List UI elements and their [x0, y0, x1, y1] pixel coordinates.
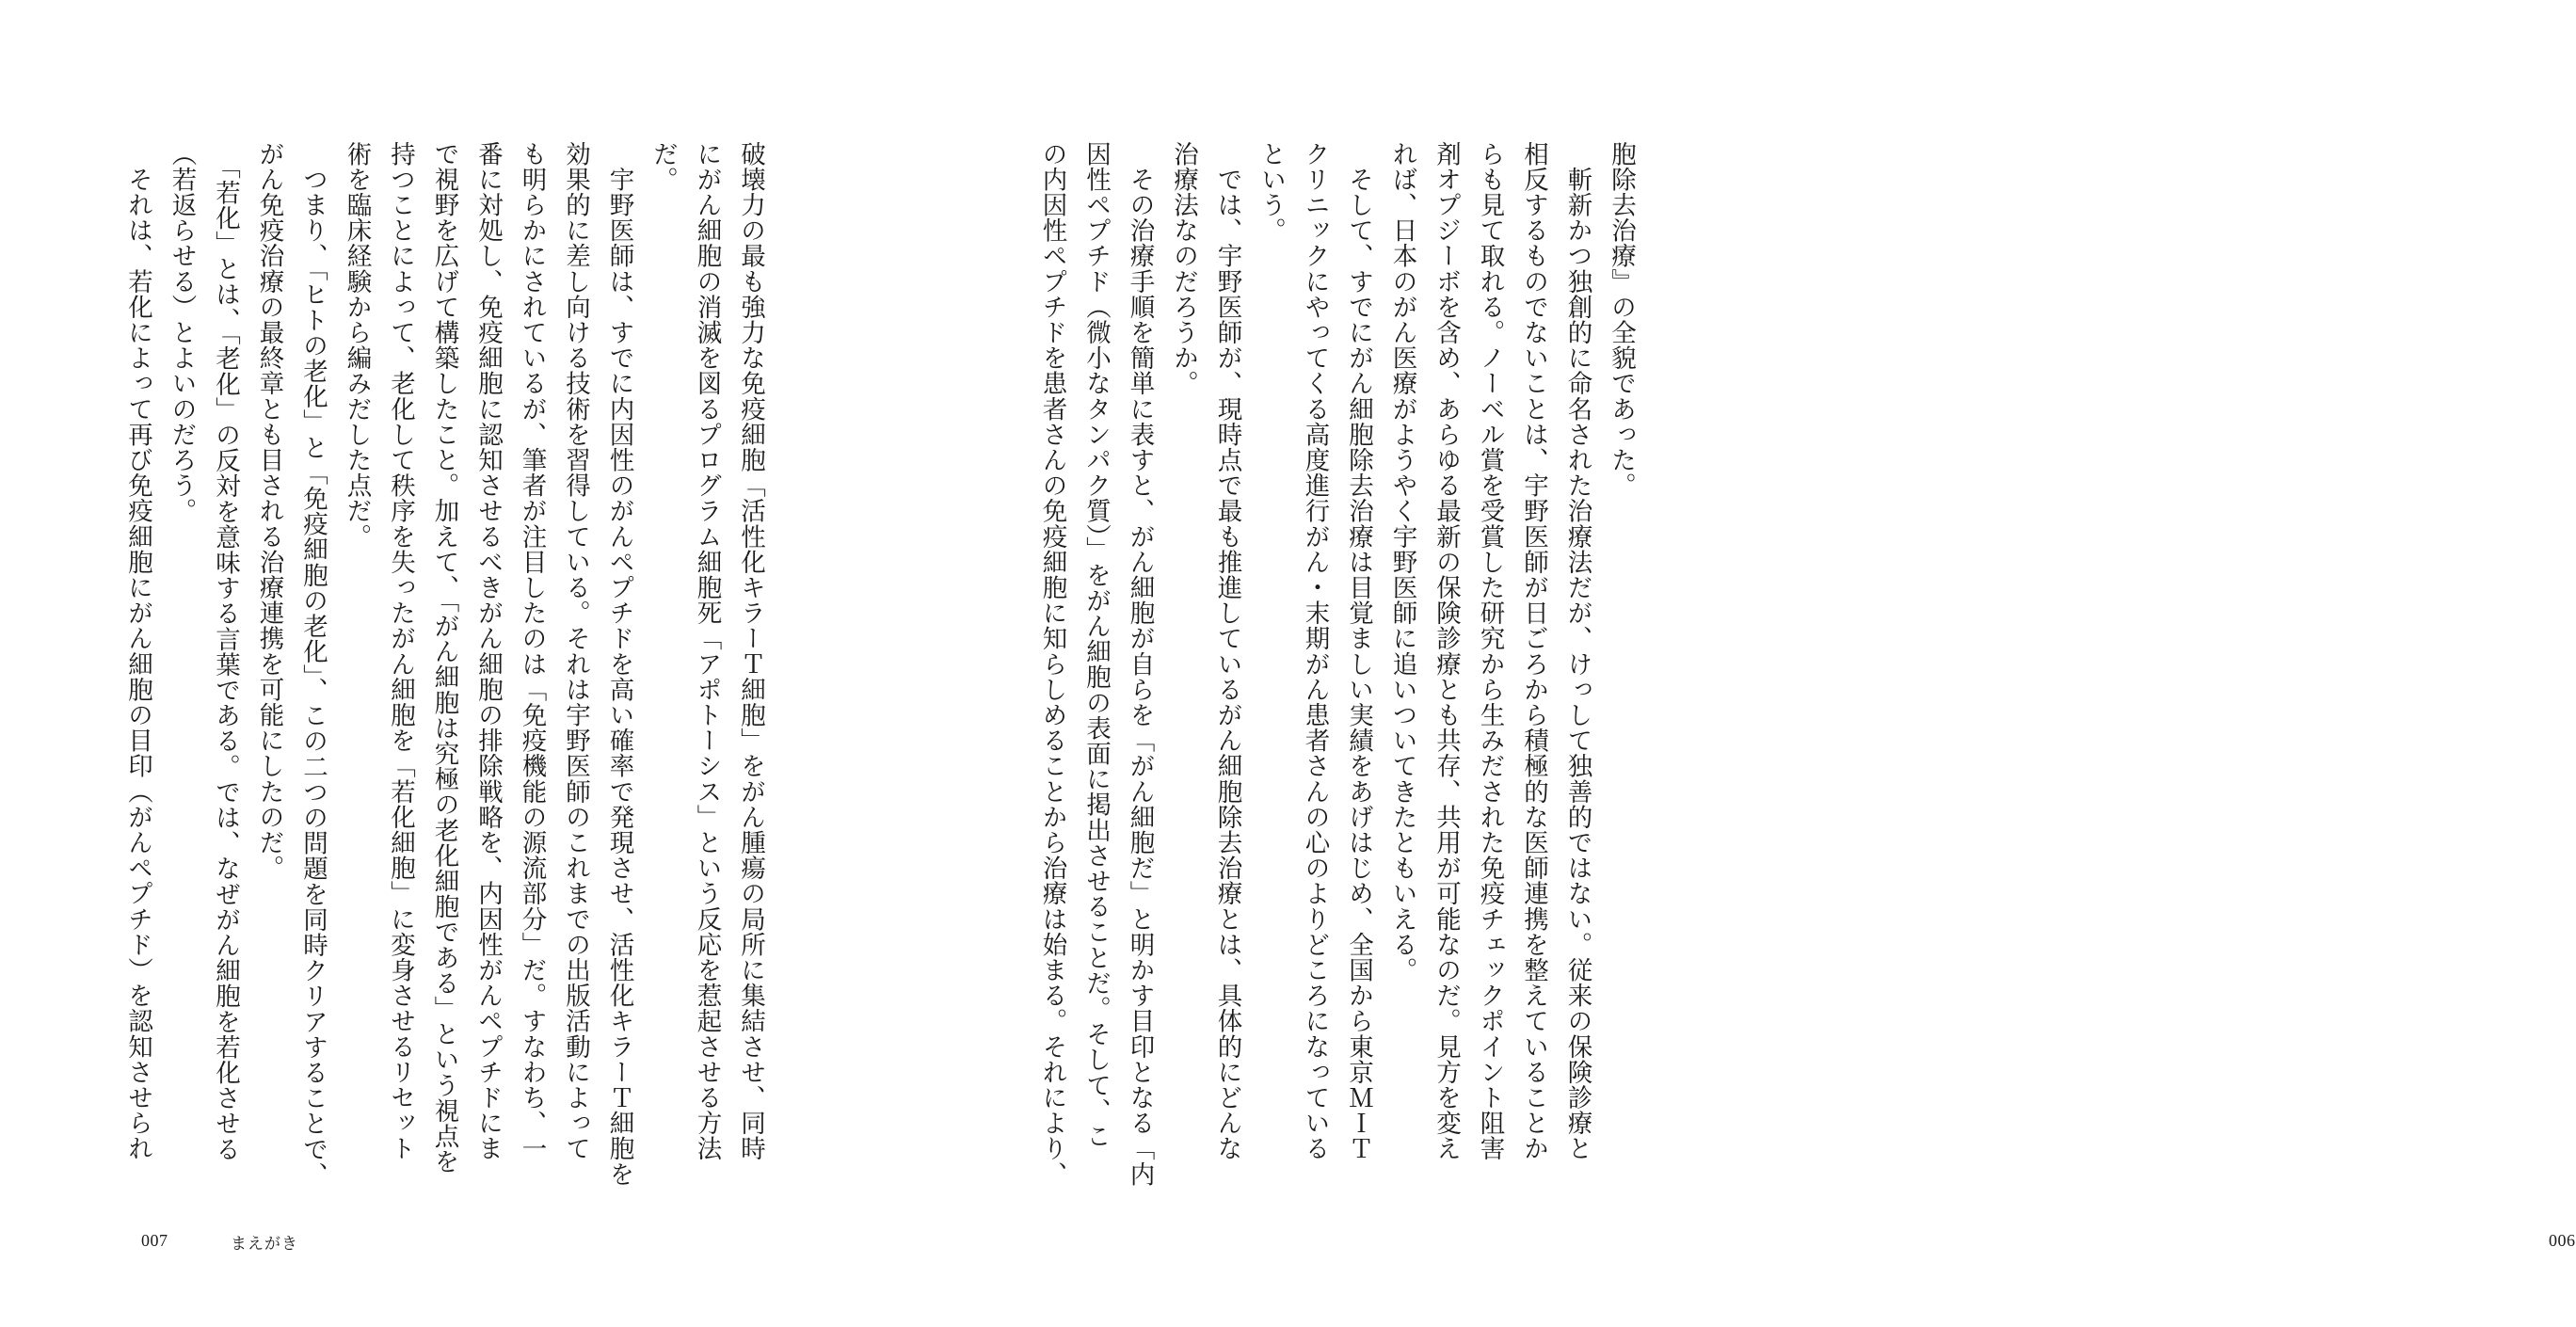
body-line: の内因性ペプチドを患者さんの免疫細胞に知らしめることから治療は始まる。それにより、 — [1037, 141, 1067, 1188]
body-line: 効果的に差し向ける技術を習得している。それは宇野医師のこれまでの出版活動によって — [561, 141, 590, 1161]
left-page-body — [123, 141, 772, 1188]
body-line: も明らかにされているが、筆者が注目したのは「免疫機能の源流部分」だ。すなわち、一 — [517, 141, 547, 1161]
body-line: 治療法なのだろうか。 — [1169, 141, 1198, 396]
body-line: 持つことによって、老化して秩序を失ったがん細胞を「若化細胞」に変身させるリセット — [386, 141, 415, 1161]
page-number: 006 — [2549, 1231, 2576, 1250]
body-line: がん免疫治療の最終章とも目される治療連携を可能にしたのだ。 — [254, 141, 284, 881]
right-page-body — [1037, 141, 1642, 1188]
body-line: らも見て取れる。ノーベル賞を受賞した研究から生みだされた免疫チェックポイント阻害 — [1475, 141, 1505, 1161]
body-line: 斬新かつ独創的に命名された治療法だが、けっして独善的ではない。従来の保険診療と — [1562, 141, 1592, 1161]
body-line: その治療手順を簡単に表すと、がん細胞が自らを「がん細胞だ」と明かす目印となる「内 — [1125, 141, 1155, 1188]
body-line: 宇野医師は、すでに内因性のがんペプチドを高い確率で発現させ、活性化キラーＴ細胞を — [604, 141, 634, 1188]
page-number: 007 — [141, 1231, 168, 1250]
running-head: まえがき — [231, 1235, 298, 1254]
body-line: クリニックにやってくる高度進行がん・末期がん患者さんの心のよりどころになっている — [1300, 141, 1330, 1161]
body-line: にがん細胞の消滅を図るプログラム細胞死「アポトーシス」という反応を惹起させる方法 — [692, 141, 722, 1161]
body-line: 「若化」とは、「老化」の反対を意味する言葉である。では、なぜがん細胞を若化させる — [211, 141, 240, 1162]
body-line: つまり、「ヒトの老化」と「免疫細胞の老化」、この二つの問題を同時クリアすることで、 — [298, 141, 328, 1188]
body-line: では、宇野医師が、現時点で最も推進しているがん細胞除去治療とは、具体的にどんな — [1212, 141, 1242, 1161]
body-line: それは、若化によって再び免疫細胞にがん細胞の目印（がんペプチド）を認知させられ — [123, 141, 152, 1161]
body-line: そして、すでにがん細胞除去治療は目覚ましい実績をあげはじめ、全国から東京ＭＩＴ — [1344, 141, 1373, 1161]
body-line: 因性ペプチド（微小なタンパク質）」をがん細胞の表面に掲出させることだ。そして、こ — [1081, 141, 1111, 1149]
body-line: だ。 — [648, 141, 678, 193]
body-line: 胞除去治療』の全貌であった。 — [1607, 141, 1636, 499]
body-line: という。 — [1256, 141, 1286, 244]
body-line: 相反するものでないことは、宇野医師が日ごろから積極的な医師連携を整えていることか — [1519, 141, 1548, 1161]
body-line: 番に対処し、免疫細胞に認知させるべきがん細胞の排除戦略を、内因性がんペプチドにま — [473, 141, 503, 1161]
body-line: 剤オプジーボを含め、あらゆる最新の保険診療とも共存、共用が可能なのだ。見方を変え — [1432, 141, 1461, 1161]
right-page — [904, 0, 2576, 1327]
body-line: で視野を広げて構築したこと。加えて、「がん細胞は究極の老化細胞である」という視点を — [429, 141, 459, 1175]
body-line: 破壊力の最も強力な免疫細胞「活性化キラーＴ細胞」をがん腫瘍の局所に集結させ、同時 — [736, 141, 765, 1161]
body-line: 術を臨床経験から編みだした点だ。 — [342, 141, 372, 550]
body-line: れば、日本のがん医療がようやく宇野医師に追いついてきたともいえる。 — [1387, 141, 1417, 983]
left-page — [0, 0, 904, 1327]
body-line: （若返らせる）とよいのだろう。 — [167, 141, 197, 524]
